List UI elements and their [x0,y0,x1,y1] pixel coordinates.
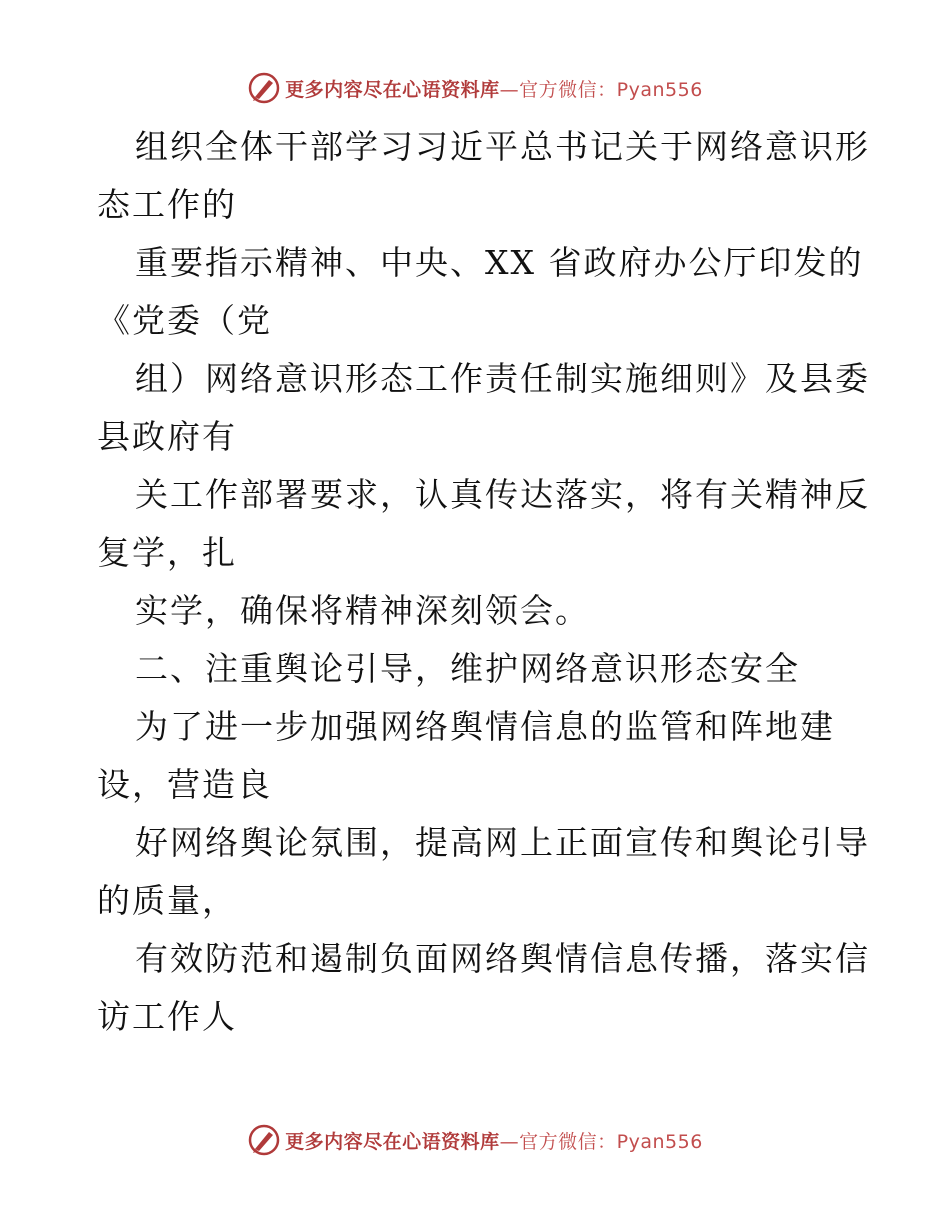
watermark-contact: —官方微信：Pyan556 [499,1130,703,1153]
pen-logo-icon [247,71,281,105]
text-line: 重要指示精神、中央、XX 省政府办公厅印发的 [135,243,864,282]
header-watermark [0,68,950,108]
text-line: 实学，确保将精神深刻领会。 [135,591,590,630]
text-line: 访工作人 [97,997,237,1036]
watermark-brand: 更多内容尽在心语资料库 [285,78,500,101]
watermark-text [285,75,703,102]
text-line: 组织全体干部学习习近平总书记关于网络意识形 [135,127,870,166]
text-line: 复学，扎 [97,533,237,572]
watermark-text [285,1127,703,1154]
text-line: 县政府有 [97,417,237,456]
watermark-contact: —官方微信：Pyan556 [499,78,703,101]
text-line: 好网络舆论氛围，提高网上正面宣传和舆论引导 [135,823,870,862]
text-line: 的质量， [97,881,237,920]
text-line: 态工作的 [97,185,237,224]
watermark-brand: 更多内容尽在心语资料库 [285,1130,500,1153]
text-line: 为了进一步加强网络舆情信息的监管和阵地建 [135,707,835,746]
footer-watermark [0,1120,950,1160]
text-line: 设，营造良 [97,765,272,804]
section-heading: 二、注重舆论引导，维护网络意识形态安全 [135,649,800,688]
text-line: 关工作部署要求，认真传达落实，将有关精神反 [135,475,870,514]
text-line: 组）网络意识形态工作责任制实施细则》及县委 [135,359,870,398]
pen-logo-icon [247,1123,281,1157]
text-line: 《党委（党 [97,301,272,340]
text-line: 有效防范和遏制负面网络舆情信息传播，落实信 [135,939,870,978]
document-body [97,118,870,1046]
